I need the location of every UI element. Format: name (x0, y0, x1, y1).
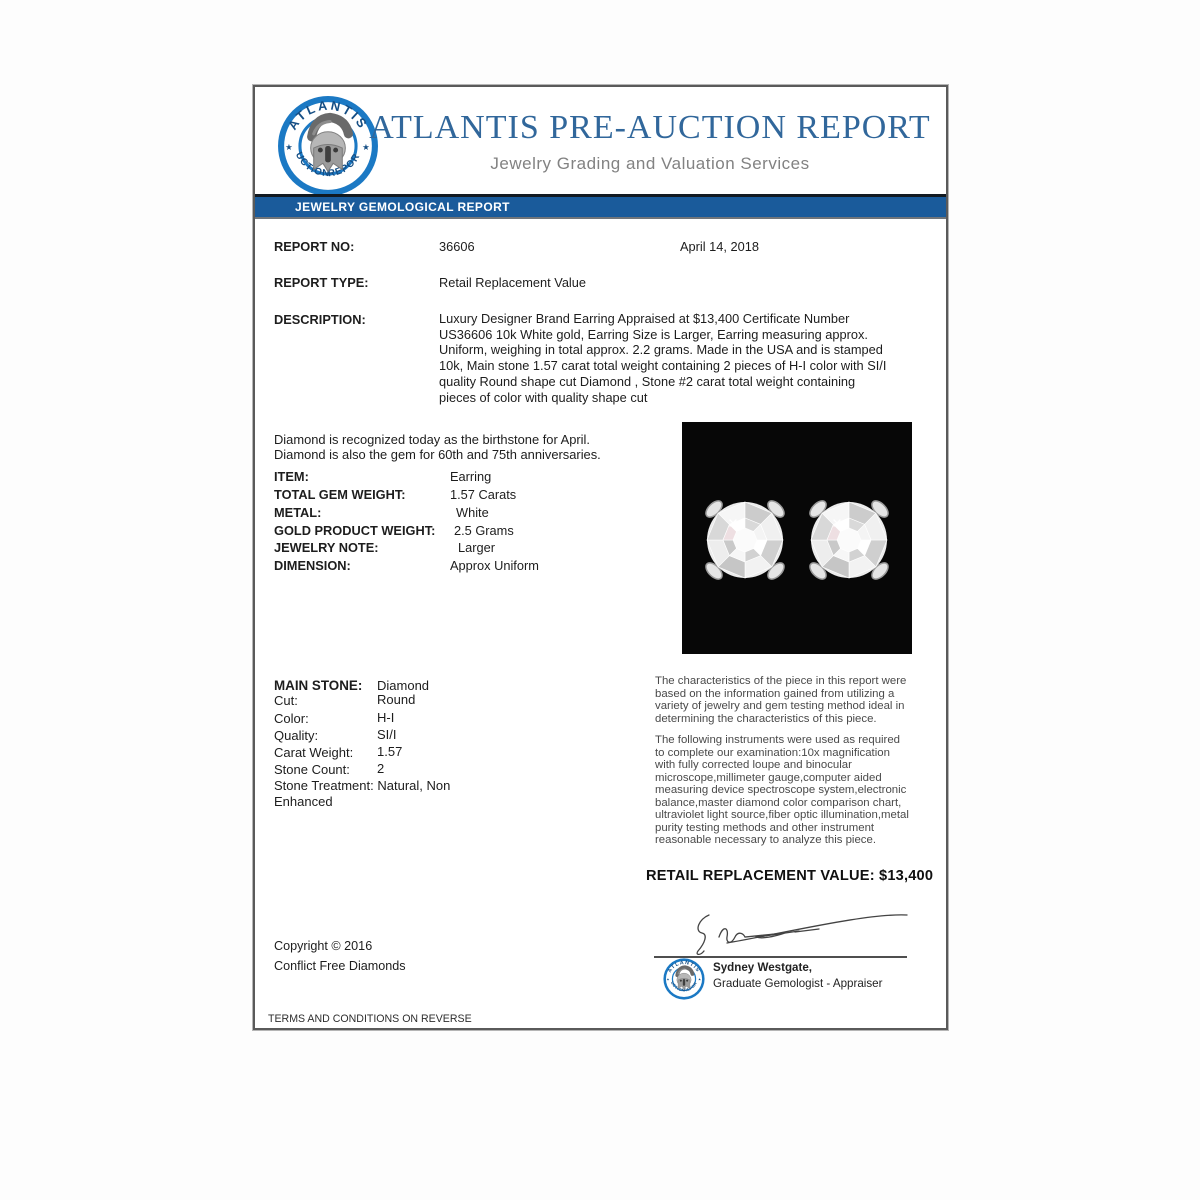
jewelry-photo (682, 422, 912, 654)
diamond-icon (807, 498, 891, 582)
gemological-report-banner (255, 194, 946, 219)
methodology-paragraph-2: The following instruments were used as required to complete our examination:10x magnification with fully corrected loupe and binocular microscope,millimeter gauge,computer aided measuring device spectroscope system,electronic balance,master diamond color comparison chart, ultraviolet light source,fiber optic illumination,metal purity testing methods and other instrument reasonable necessary to analyze this piece. (655, 734, 909, 846)
copyright-text: Copyright © 2016 (274, 939, 373, 953)
diamond-earrings-image (682, 422, 912, 654)
retail-replacement-value: RETAIL REPLACEMENT VALUE: $13,400 (646, 868, 934, 884)
stone-row (274, 761, 494, 779)
description-text: Luxury Designer Brand Earring Appraised at $13,400 Certificate Number US36606 10k White gold, Earring Size is Larger, Earring measuring approx. Uniform, weighing in total approx. 2.2 grams. Made in the USA and is stamped 10k, Main stone 1.57 carat total weight containing 2 pieces of H-I color with SI/I quality Round shape cut Diamond , Stone #2 carat total weight containing pieces of color with quality shape cut (439, 311, 887, 405)
dimension-label: DIMENSION: (274, 558, 351, 573)
item-row (274, 540, 674, 558)
birthstone-note-line1: Diamond is recognized today as the birthstone for April. (274, 432, 590, 447)
report-type-value: Retail Replacement Value (439, 275, 587, 290)
item-row (274, 505, 674, 523)
stone-row (274, 727, 494, 745)
cut-value: Round (377, 692, 416, 707)
item-row (274, 469, 674, 487)
item-label: ITEM: (274, 469, 309, 484)
terms-text: TERMS AND CONDITIONS ON REVERSE (268, 1013, 472, 1025)
gem-weight-value: 1.57 Carats (450, 487, 517, 502)
report-page (253, 85, 948, 1030)
description-label: DESCRIPTION: (274, 312, 366, 327)
carat-weight-label: Carat Weight: (274, 745, 354, 760)
stone-count-value: 2 (377, 761, 385, 776)
quality-value: SI/I (377, 727, 397, 742)
gold-weight-label: GOLD PRODUCT WEIGHT: (274, 523, 436, 538)
jewelry-note-label: JEWELRY NOTE: (274, 540, 379, 555)
quality-label: Quality: (274, 728, 319, 743)
page-title: ATLANTIS PRE-AUCTION REPORT (369, 109, 931, 146)
item-row (274, 487, 674, 505)
color-label: Color: (274, 711, 309, 726)
item-row (274, 558, 674, 576)
main-stone-label: MAIN STONE: (274, 678, 363, 693)
atlantis-seal-logo (277, 95, 379, 197)
cut-label: Cut: (274, 693, 298, 708)
methodology-paragraph-1: The characteristics of the piece in this report were based on the information gained from utilizing a variety of jewelry and gem testing method ideal in determining the characteristics of this piece. (655, 675, 907, 725)
header (365, 109, 935, 174)
stone-treatment-value: Natural, Non Enhanced (274, 778, 451, 809)
item-value: Earring (450, 469, 492, 484)
signature-seal (663, 958, 705, 1000)
stone-treatment-label: Stone Treatment: (274, 778, 374, 793)
banner-label: JEWELRY GEMOLOGICAL REPORT (295, 200, 510, 214)
diamond-icon (703, 498, 787, 582)
signature-image (675, 907, 915, 959)
metal-value: White (456, 505, 489, 520)
conflict-free-text: Conflict Free Diamonds (274, 959, 406, 973)
main-stone-value: Diamond (377, 678, 430, 693)
report-type-label: REPORT TYPE: (274, 275, 369, 290)
report-no-label: REPORT NO: (274, 239, 355, 254)
stone-row (274, 744, 494, 762)
jewelry-note-value: Larger (458, 540, 495, 555)
report-no-value: 36606 (439, 239, 475, 254)
page-subtitle: Jewelry Grading and Valuation Services (490, 154, 810, 173)
birthstone-note-line2: Diamond is also the gem for 60th and 75th anniversaries. (274, 447, 601, 462)
stone-row (274, 710, 494, 728)
stone-treatment-row (274, 778, 460, 809)
item-row (274, 523, 674, 541)
gem-weight-label: TOTAL GEM WEIGHT: (274, 487, 406, 502)
carat-weight-value: 1.57 (377, 744, 403, 759)
color-value: H-I (377, 710, 395, 725)
dimension-value: Approx Uniform (450, 558, 539, 573)
appraiser-title: Graduate Gemologist - Appraiser (713, 977, 883, 990)
stone-row (274, 692, 494, 710)
stone-count-label: Stone Count: (274, 762, 350, 777)
appraiser-name: Sydney Westgate, (713, 961, 813, 974)
metal-label: METAL: (274, 505, 322, 520)
gold-weight-value: 2.5 Grams (454, 523, 514, 538)
report-date: April 14, 2018 (680, 239, 759, 254)
